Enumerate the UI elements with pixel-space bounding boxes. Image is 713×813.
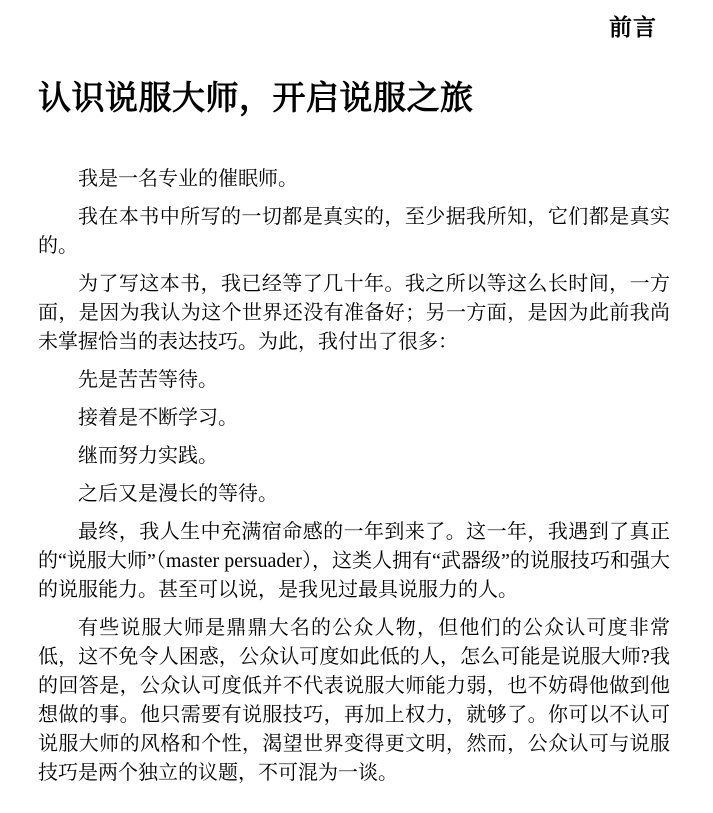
body-content (38, 165, 670, 788)
body-paragraph: 接着是不断学习。 (78, 407, 238, 429)
page-title: 认识说服大师，开启说服之旅 (38, 79, 474, 116)
body-paragraph: 继而努力实践。 (78, 445, 218, 467)
body-paragraph: 为了写这本书，我已经等了几十年。我之所以等这么长时间，一方面，是因为我认为这个世界还没有准备好；另一方面，是因为此前我尚未掌握恰当的表达技巧。为此，我付出了很多： (38, 273, 670, 353)
body-paragraph: 先是苦苦等待。 (78, 369, 218, 391)
body-paragraph: 有些说服大师是鼎鼎大名的公众人物，但他们的公众认可度非常低，这不免令人困惑，公众认可度如此低的人，怎么可能是说服大师?我的回答是，公众认可度低并不代表说服大师能力弱，也不妨碍他做到他想做的事。他只需要有说服技巧，再加上权力，就够了。你可以不认可说服大师的风格和个性，渴望世界变得更文明，然而，公众认可与说服技巧是两个独立的议题，不可混为一谈。 (38, 617, 670, 784)
body-paragraph: 之后又是漫长的等待。 (78, 483, 278, 505)
body-paragraph: 我在本书中所写的一切都是真实的，至少据我所知，它们都是真实的。 (38, 206, 670, 257)
body-paragraph: 最终，我人生中充满宿命感的一年到来了。这一年，我遇到了真正的“说服大师”（master persuader），这类人拥有“武器级”的说服技巧和强大的说服能力。甚至可以说，是我见过最具说服力的人。 (38, 521, 670, 601)
preface-header: 前言 (609, 14, 657, 40)
body-paragraph: 我是一名专业的催眠师。 (78, 168, 298, 190)
